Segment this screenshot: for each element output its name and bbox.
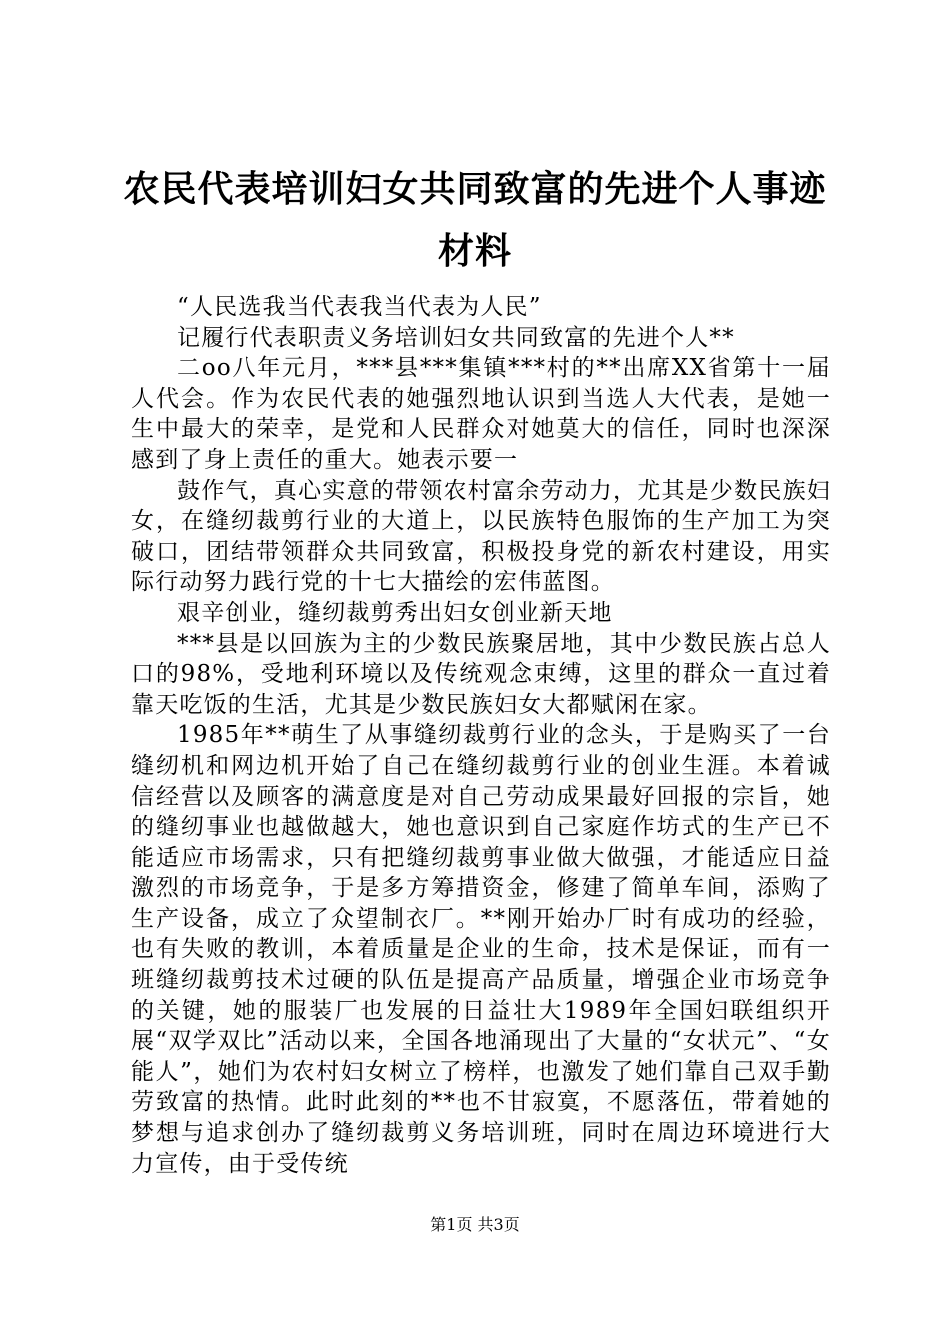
section-heading: 艰辛创业，缝纫裁剪秀出妇女创业新天地: [177, 599, 613, 626]
document-body: [131, 292, 831, 1179]
paragraph-background: ***县是以回族为主的少数民族聚居地，其中少数民族占总人口的98%，受地利环境以及传统观念束缚，这里的群众一直过着靠天吃饭的生活，尤其是少数民族妇女大都赋闲在家。: [131, 630, 831, 718]
paragraph-slogan: “人民选我当代表我当代表为人民”: [177, 294, 542, 320]
page-footer: 第1页 共3页: [430, 1215, 520, 1234]
document-title: 农民代表培训妇女共同致富的先进个人事迹材料: [123, 168, 827, 272]
paragraph-subtitle: 记履行代表职责义务培训妇女共同致富的先进个人**: [177, 324, 735, 351]
paragraph-intro: 二oo八年元月，***县***集镇***村的**出席XX省第十一届人代会。作为农民代表的她强烈地认识到当选人大代表，是她一生中最大的荣幸，是党和人民群众对她莫大的信任，同时也深深感到了身上责任的重大。她表示要一: [131, 355, 831, 473]
paragraph-history: 1985年**萌生了从事缝纫裁剪行业的念头，于是购买了一台缝纫机和网边机开始了自己在缝纫裁剪行业的创业生涯。本着诚信经营以及顾客的满意度是对自己劳动成果最好回报的宗旨，她的缝纫事业也越做越大，她也意识到自己家庭作坊式的生产已不能适应市场需求，只有把缝纫裁剪事业做大做强，才能适应日益激烈的市场竞争，于是多方筹措资金，修建了简单车间，添购了生产设备，成立了众望制衣厂。**刚开始办厂时有成功的经验，也有失败的教训，本着质量是企业的生命，技术是保证，而有一班缝纫裁剪技术过硬的队伍是提高产品质量，增强企业市场竞争的关键，她的服装厂也发展的日益壮大1989年全国妇联组织开展“双学双比”活动以来，全国各地涌现出了大量的“女状元”、“女能人”，她们为农村妇女树立了榜样，也激发了她们靠自己双手勤劳致富的热情。此时此刻的**也不甘寂寞，不愿落伍，带着她的梦想与追求创办了缝纫裁剪义务培训班，同时在周边环境进行大力宣传，由于受传统: [131, 722, 831, 1177]
paragraph-commitment: 鼓作气，真心实意的带领农村富余劳动力，尤其是少数民族妇女，在缝纫裁剪行业的大道上，以民族特色服饰的生产加工为突破口，团结带领群众共同致富，积极投身党的新农村建设，用实际行动努力践行党的十七大描绘的宏伟蓝图。: [131, 477, 831, 596]
